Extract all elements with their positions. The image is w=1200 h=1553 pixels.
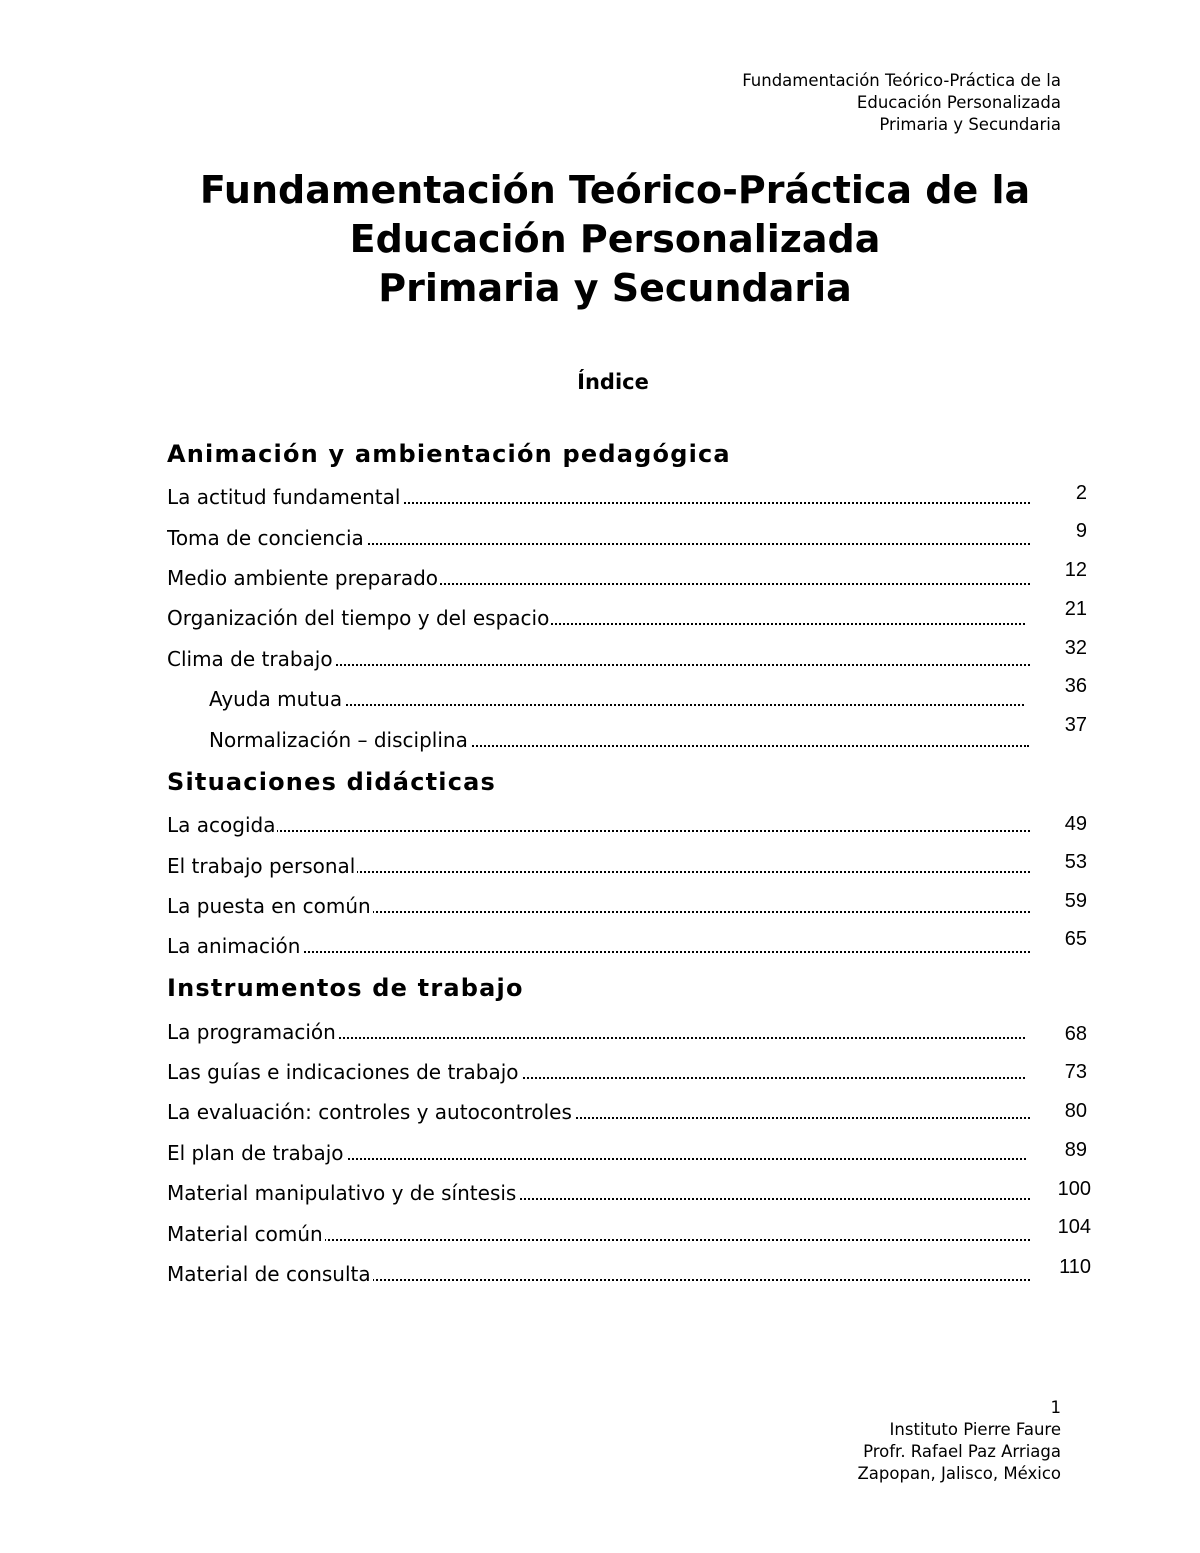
toc-page-number: 21	[1064, 598, 1087, 620]
toc-entry[interactable]	[167, 891, 1030, 921]
toc-entry-label: Material manipulativo y de síntesis	[167, 1181, 517, 1205]
document-title	[0, 166, 1200, 313]
footer-line: Zapopan, Jalisco, México	[857, 1464, 1061, 1483]
toc-entry-label: Organización del tiempo y del espacio	[167, 606, 550, 630]
toc-entry-label: La programación	[167, 1020, 336, 1044]
toc-page-number: 12	[1064, 559, 1087, 581]
toc-entry[interactable]	[167, 851, 1030, 881]
toc-page-number: 9	[1075, 520, 1087, 542]
toc-entry-label: La acogida	[167, 813, 276, 837]
running-header-line: Educación Personalizada	[856, 93, 1061, 112]
page-footer	[857, 1397, 1061, 1485]
toc-entry-label: La actitud fundamental	[167, 485, 401, 509]
running-header-line: Primaria y Secundaria	[879, 115, 1061, 134]
footer-line: Profr. Rafael Paz Arriaga	[863, 1442, 1061, 1461]
section-heading: Situaciones didácticas	[167, 768, 497, 796]
toc-entry[interactable]	[167, 603, 1025, 633]
toc-entry[interactable]	[167, 1259, 1030, 1289]
toc-entry[interactable]	[167, 563, 1030, 593]
toc-entry-label: Normalización – disciplina	[209, 728, 468, 752]
dot-leader	[167, 830, 1030, 832]
toc-page-number: 68	[1064, 1023, 1087, 1045]
toc-page-number: 59	[1064, 890, 1087, 912]
toc-page-number: 89	[1064, 1139, 1087, 1161]
toc-entry-label: El trabajo personal	[167, 854, 356, 878]
toc-entry-label: Las guías e indicaciones de trabajo	[167, 1060, 519, 1084]
running-header	[742, 70, 1061, 136]
toc-entry-label: La animación	[167, 934, 301, 958]
toc-entry[interactable]	[209, 725, 1029, 755]
toc-entry[interactable]	[167, 1138, 1026, 1168]
toc-page-number: 104	[1057, 1216, 1091, 1238]
toc-page-number: 73	[1064, 1061, 1087, 1083]
toc-entry[interactable]	[167, 523, 1030, 553]
toc-entry-label: Toma de conciencia	[167, 526, 364, 550]
toc-page-number: 110	[1059, 1256, 1091, 1278]
toc-entry[interactable]	[209, 684, 1024, 714]
section-heading: Instrumentos de trabajo	[167, 974, 524, 1002]
toc-entry[interactable]	[167, 810, 1030, 840]
toc-entry-label: Material común	[167, 1222, 323, 1246]
toc-entry-label: Clima de trabajo	[167, 647, 333, 671]
footer-line: Instituto Pierre Faure	[889, 1420, 1061, 1439]
toc-entry-label: La puesta en común	[167, 894, 371, 918]
index-heading: Índice	[577, 370, 649, 394]
toc-entry-label: Material de consulta	[167, 1262, 371, 1286]
toc-entry[interactable]	[167, 644, 1030, 674]
page-number: 1	[1050, 1398, 1061, 1417]
toc-page-number: 37	[1064, 714, 1087, 736]
toc-page-number: 32	[1064, 637, 1087, 659]
toc-entry[interactable]	[167, 1057, 1025, 1087]
toc-page-number: 100	[1057, 1178, 1091, 1200]
toc-entry[interactable]	[167, 482, 1030, 512]
toc-page-number: 53	[1064, 851, 1087, 873]
toc-entry[interactable]	[167, 1219, 1030, 1249]
toc-entry[interactable]	[167, 931, 1030, 961]
title-line: Educación Personalizada	[349, 217, 881, 261]
running-header-line: Fundamentación Teórico-Práctica de la	[742, 71, 1061, 90]
section-heading: Animación y ambientación pedagógica	[167, 440, 731, 468]
title-line: Primaria y Secundaria	[378, 266, 852, 310]
toc-entry[interactable]	[167, 1017, 1025, 1047]
toc-entry-label: Ayuda mutua	[209, 687, 343, 711]
title-line: Fundamentación Teórico-Práctica de la	[199, 168, 1031, 212]
toc-page-number: 65	[1064, 928, 1087, 950]
toc-page-number: 36	[1064, 675, 1087, 697]
toc-entry-label: La evaluación: controles y autocontroles	[167, 1100, 572, 1124]
toc-entry-label: El plan de trabajo	[167, 1141, 344, 1165]
toc-page-number: 2	[1075, 482, 1087, 504]
toc-entry-label: Medio ambiente preparado	[167, 566, 439, 590]
toc-entry[interactable]	[167, 1178, 1030, 1208]
toc-entry[interactable]	[167, 1097, 1030, 1127]
toc-page-number: 49	[1064, 813, 1087, 835]
toc-page-number: 80	[1064, 1100, 1087, 1122]
